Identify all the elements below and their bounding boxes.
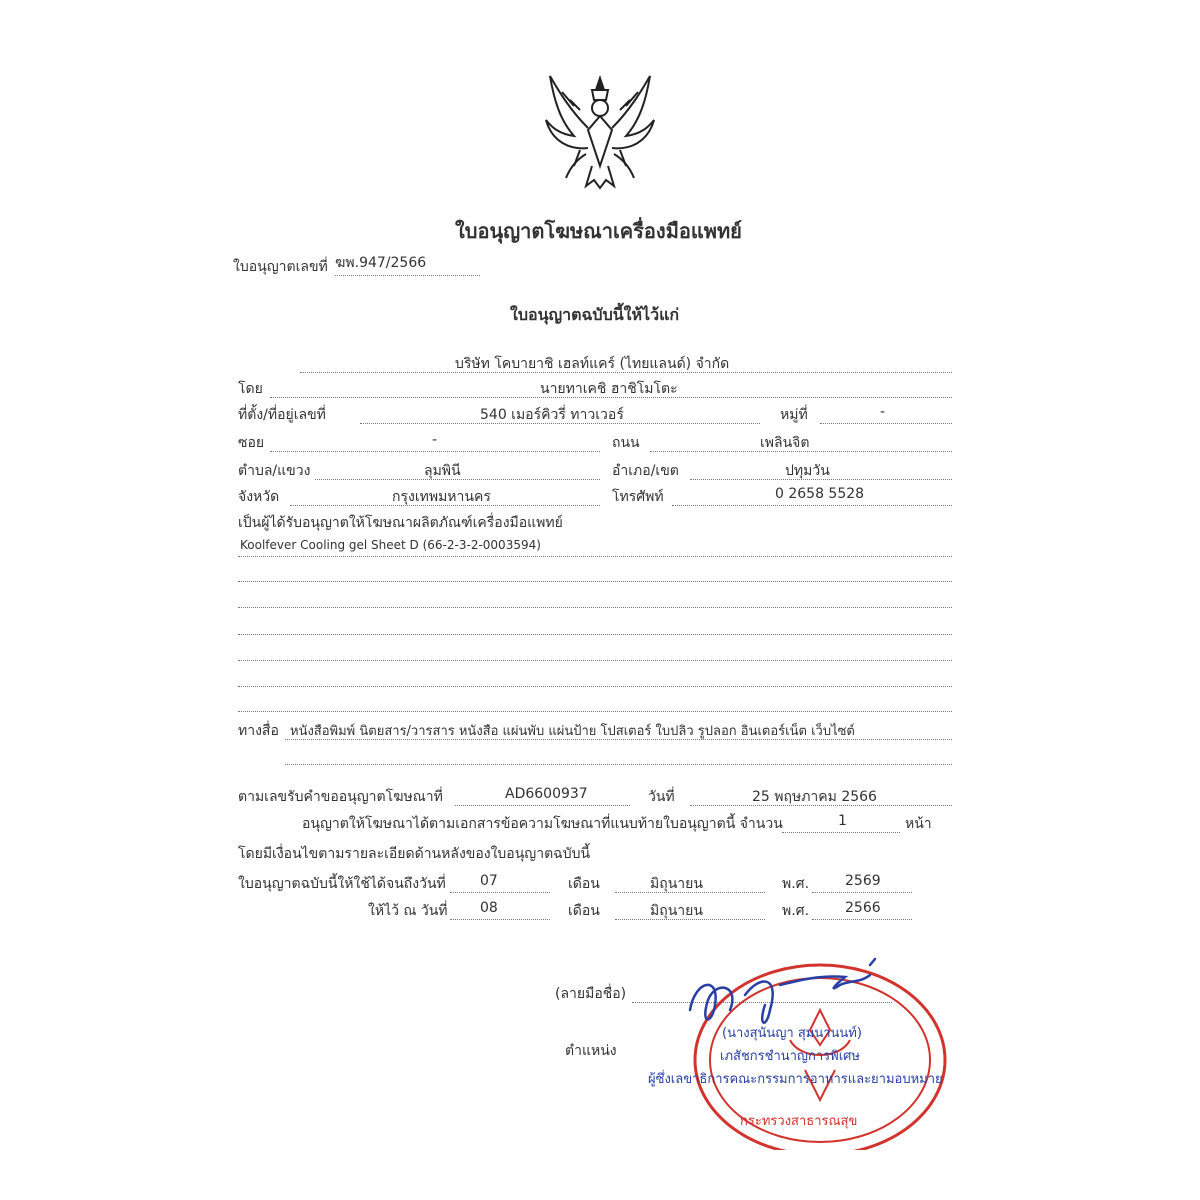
dotted-line (238, 686, 952, 687)
position-label: ตำแหน่ง (565, 1043, 617, 1059)
dotted-line (812, 919, 912, 920)
address-label: ที่ตั้ง/ที่อยู่เลขที่ (238, 407, 326, 423)
document-subtitle: ใบอนุญาตฉบับนี้ให้ไว้แก่ (510, 305, 680, 324)
valid-until-label: ใบอนุญาตฉบับนี้ให้ใช้ได้จนถึงวันที่ (238, 876, 446, 892)
document-title: ใบอนุญาตโฆษณาเครื่องมือแพทย์ (455, 219, 742, 243)
dotted-line (238, 607, 952, 608)
request-number-label: ตามเลขรับคำขออนุญาตโฆษณาที่ (238, 789, 443, 805)
issued-month-label: เดือน (568, 903, 600, 919)
product-name: Koolfever Cooling gel Sheet D (66-2-3-2-0003594) (240, 538, 541, 552)
signatory-title-1: เภสัชกรชำนาญการพิเศษ (720, 1049, 860, 1064)
dotted-line (450, 919, 550, 920)
valid-year-value: 2569 (845, 873, 881, 889)
signatory-name: (นางสุนันญา สุมนานนท์) (722, 1026, 862, 1041)
dotted-line (820, 423, 952, 424)
soi-label: ซอย (238, 435, 265, 451)
seal-text: กระทรวงสาธารณสุข (740, 1114, 858, 1129)
dotted-line (650, 451, 952, 452)
phone-value: 0 2658 5528 (775, 486, 865, 502)
road-value: เพลินจิต (760, 435, 810, 451)
permit-text: อนุญาตให้โฆษณาได้ตามเอกสารข้อความโฆษณาที่แนบท้ายใบอนุญาตนี้ จำนวน (302, 816, 783, 832)
dotted-line (270, 451, 600, 452)
issued-month-value: มิถุนายน (650, 903, 703, 919)
dotted-line (690, 805, 952, 806)
signatory-title-2: ผู้ซึ่งเลขาธิการคณะกรรมการอาหารและยามอบหมาย (648, 1072, 943, 1087)
dotted-line (450, 892, 550, 893)
subdistrict-label: ตำบล/แขวง (238, 463, 311, 479)
dotted-line (285, 739, 952, 740)
address-value: 540 เมอร์คิวรี่ ทาวเวอร์ (480, 407, 624, 423)
garuda-emblem-icon (540, 70, 660, 192)
valid-year-label: พ.ศ. (782, 876, 810, 892)
valid-month-label: เดือน (568, 876, 600, 892)
dotted-line (290, 505, 600, 506)
dotted-line (812, 892, 912, 893)
province-value: กรุงเทพมหานคร (392, 489, 491, 505)
request-date-label: วันที่ (648, 789, 675, 805)
representative-name: นายทาเคชิ ฮาชิโมโตะ (540, 381, 678, 397)
moo-value: - (880, 404, 886, 420)
issued-year-value: 2566 (845, 900, 881, 916)
page-unit: หน้า (905, 816, 932, 832)
dotted-line (300, 372, 952, 373)
dotted-line (238, 634, 952, 635)
license-number-value: ฆพ.947/2566 (335, 255, 427, 271)
media-value: หนังสือพิมพ์ นิตยสาร/วารสาร หนังสือ แผ่นพับ แผ่นป้าย โปสเตอร์ ใบปลิว รูปลอก อินเตอร์เน็ต เว็บไซต์ (290, 724, 855, 739)
dotted-line (672, 505, 952, 506)
dotted-line (615, 892, 765, 893)
company-name: บริษัท โคบายาชิ เฮลท์แคร์ (ไทยแลนด์) จำกัด (455, 356, 730, 372)
signature-label: (ลายมือชื่อ) (555, 986, 627, 1002)
soi-value: - (432, 432, 438, 448)
district-value: ปทุมวัน (785, 463, 830, 479)
road-label: ถนน (612, 435, 640, 451)
dotted-line (270, 397, 952, 398)
issued-on-label: ให้ไว้ ณ วันที่ (368, 903, 448, 919)
by-label: โดย (238, 381, 263, 397)
media-label: ทางสื่อ (238, 723, 279, 739)
phone-label: โทรศัพท์ (612, 489, 664, 505)
dotted-line (690, 479, 952, 480)
dotted-line (238, 556, 952, 557)
dotted-line (360, 423, 760, 424)
district-label: อำเภอ/เขต (612, 463, 679, 479)
condition-text: โดยมีเงื่อนไขตามรายละเอียดด้านหลังของใบอนุญาตฉบับนี้ (238, 846, 591, 862)
valid-day-value: 07 (480, 873, 498, 889)
dotted-line (335, 275, 480, 276)
request-date-value: 25 พฤษภาคม 2566 (752, 789, 877, 805)
moo-label: หมู่ที่ (780, 407, 808, 423)
dotted-line (238, 660, 952, 661)
valid-month-value: มิถุนายน (650, 876, 703, 892)
dotted-line (238, 711, 952, 712)
product-intro: เป็นผู้ได้รับอนุญาตให้โฆษณาผลิตภัณฑ์เครื่องมือแพทย์ (238, 515, 563, 531)
dotted-line (615, 919, 765, 920)
dotted-line (315, 479, 600, 480)
dotted-line (455, 805, 630, 806)
page-count-value: 1 (838, 813, 847, 829)
license-number-label: ใบอนุญาตเลขที่ (233, 259, 328, 275)
request-number-value: AD6600937 (505, 786, 588, 802)
issued-year-label: พ.ศ. (782, 903, 810, 919)
issued-day-value: 08 (480, 900, 498, 916)
dotted-line (238, 581, 952, 582)
dotted-line (782, 832, 900, 833)
subdistrict-value: ลุมพินี (424, 463, 461, 479)
dotted-line (285, 764, 952, 765)
province-label: จังหวัด (238, 489, 280, 505)
